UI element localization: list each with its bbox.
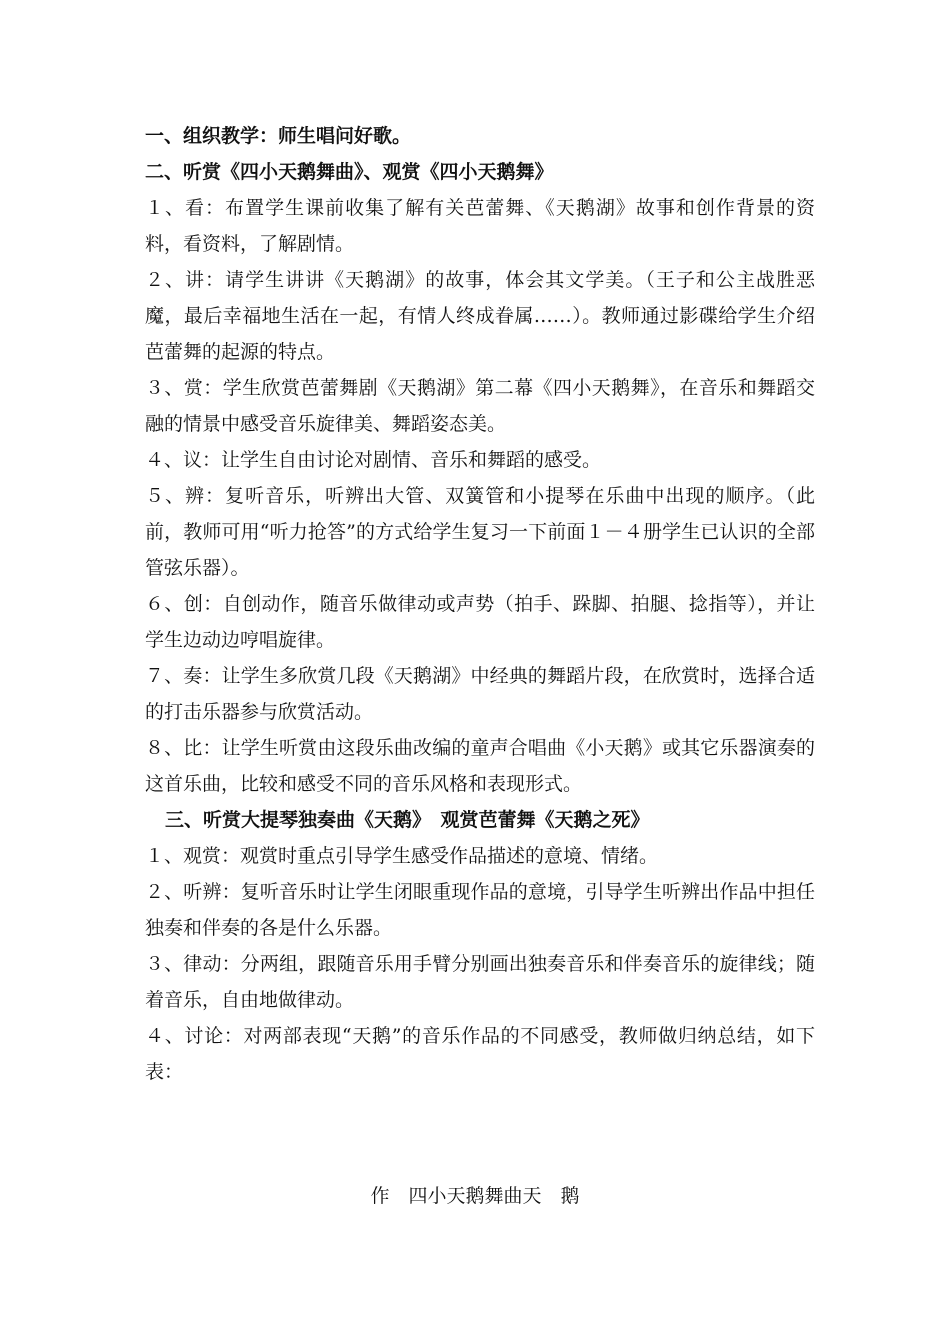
paragraph-play: ７、奏：让学生多欣赏几段《天鹅湖》中经典的舞蹈片段，在欣赏时，选择合适的打击乐器参与欣赏活动。 [145,665,815,723]
paragraph-rhythm: ３、律动：分两组，跟随音乐用手臂分别画出独奏音乐和伴奏音乐的旋律线；随着音乐，自由地做律动。 [145,953,815,1011]
table-header-row: 作 四小天鹅舞曲天 鹅 [370,1185,580,1207]
paragraph-appreciate: ３、赏：学生欣赏芭蕾舞剧《天鹅湖》第二幕《四小天鹅舞》，在音乐和舞蹈交融的情景中感受音乐旋律美、舞蹈姿态美。 [145,377,815,435]
paragraph-tell: ２、讲：请学生讲讲《天鹅湖》的故事，体会其文学美。（王子和公主战胜恶魔，最后幸福地生活在一起，有情人终成眷属……）。教师通过影碟给学生介绍芭蕾舞的起源的特点。 [145,269,815,363]
heading-section-2: 二、听赏《四小天鹅舞曲》、观赏《四小天鹅舞》 [145,161,554,183]
document-body [145,118,815,1090]
paragraph-create: ６、创：自创动作，随音乐做律动或声势（拍手、跺脚、拍腿、捻指等），并让学生边动边哼唱旋律。 [145,593,815,651]
paragraph-compare: ８、比：让学生听赏由这段乐曲改编的童声合唱曲《小天鹅》或其它乐器演奏的这首乐曲，比较和感受不同的音乐风格和表现形式。 [145,737,815,795]
paragraph-distinguish: ５、辨：复听音乐，听辨出大管、双簧管和小提琴在乐曲中出现的顺序。（此前，教师可用“听力抢答”的方式给学生复习一下前面１－４册学生已认识的全部管弦乐器）。 [145,485,815,579]
paragraph-watch: １、观赏：观赏时重点引导学生感受作品描述的意境、情绪。 [145,845,659,867]
paragraph-discuss: ４、议：让学生自由讨论对剧情、音乐和舞蹈的感受。 [145,449,602,471]
heading-section-3: 三、听赏大提琴独奏曲《天鹅》 观赏芭蕾舞《天鹅之死》 [165,809,650,831]
paragraph-listen-distinguish: ２、听辨：复听音乐时让学生闭眼重现作品的意境，引导学生听辨出作品中担任独奏和伴奏的各是什么乐器。 [145,881,815,939]
paragraph-look: １、看：布置学生课前收集了解有关芭蕾舞、《天鹅湖》故事和创作背景的资料，看资料，了解剧情。 [145,197,815,255]
heading-section-1: 一、组织教学：师生唱问好歌。 [145,125,412,147]
paragraph-discussion: ４、讨论：对两部表现“天鹅”的音乐作品的不同感受，教师做归纳总结，如下表： [145,1025,815,1083]
